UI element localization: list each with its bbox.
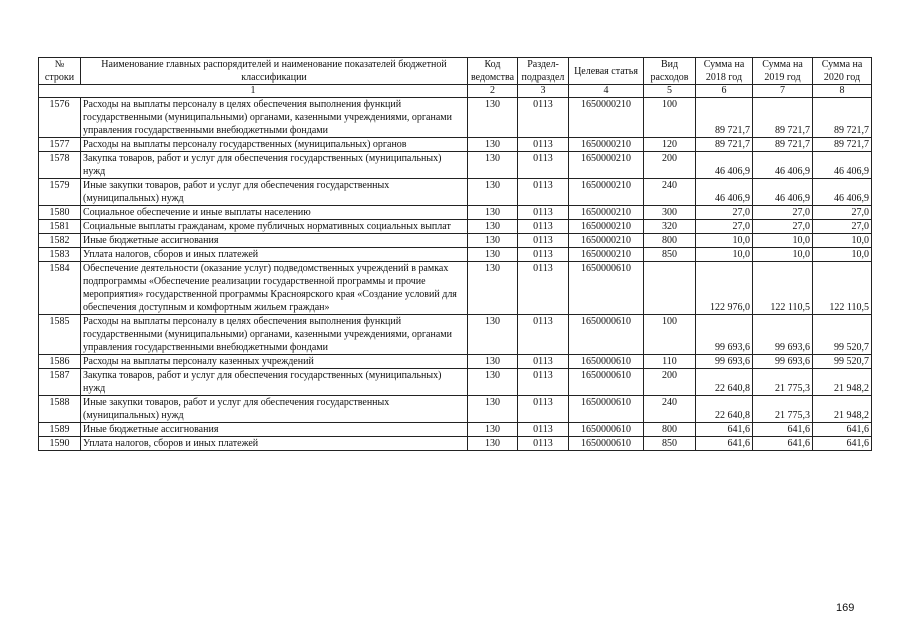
table-row — [39, 355, 872, 369]
row-amount-2019: 10,0 — [753, 248, 813, 262]
row-amount-2018: 10,0 — [696, 248, 753, 262]
row-number: 1584 — [39, 262, 81, 315]
row-amount-2020: 89 721,7 — [813, 98, 872, 138]
table-header-row — [39, 58, 872, 85]
row-amount-2019: 99 693,6 — [753, 355, 813, 369]
row-department-code: 130 — [468, 138, 518, 152]
row-expense-kind: 200 — [644, 369, 696, 396]
table-row — [39, 248, 872, 262]
row-target-article: 1650000610 — [569, 437, 644, 451]
row-section: 0113 — [518, 220, 569, 234]
row-expense-kind: 300 — [644, 206, 696, 220]
column-number: 7 — [753, 85, 813, 98]
row-number: 1577 — [39, 138, 81, 152]
row-target-article: 1650000210 — [569, 234, 644, 248]
column-number: 8 — [813, 85, 872, 98]
row-section: 0113 — [518, 248, 569, 262]
row-amount-2018: 641,6 — [696, 437, 753, 451]
row-number: 1585 — [39, 315, 81, 355]
header-amount-2019: Сумма на 2019 год — [753, 58, 813, 85]
row-section: 0113 — [518, 179, 569, 206]
row-amount-2019: 27,0 — [753, 220, 813, 234]
row-section: 0113 — [518, 315, 569, 355]
table-row — [39, 437, 872, 451]
row-amount-2018: 22 640,8 — [696, 369, 753, 396]
row-department-code: 130 — [468, 423, 518, 437]
row-name: Расходы на выплаты персоналу казенных учреждений — [81, 355, 468, 369]
header-amount-2020: Сумма на 2020 год — [813, 58, 872, 85]
row-amount-2019: 27,0 — [753, 206, 813, 220]
row-name: Расходы на выплаты персоналу в целях обеспечения выполнения функций государственными (муниципальными) органами, казенными учреждениями, органами управления государственными внебюджетными фондами — [81, 315, 468, 355]
row-amount-2018: 89 721,7 — [696, 138, 753, 152]
table-row — [39, 179, 872, 206]
row-department-code: 130 — [468, 262, 518, 315]
row-department-code: 130 — [468, 152, 518, 179]
row-name: Уплата налогов, сборов и иных платежей — [81, 437, 468, 451]
row-name: Иные бюджетные ассигнования — [81, 423, 468, 437]
row-number: 1576 — [39, 98, 81, 138]
row-amount-2019: 46 406,9 — [753, 179, 813, 206]
row-section: 0113 — [518, 396, 569, 423]
header-amount-2018: Сумма на 2018 год — [696, 58, 753, 85]
row-target-article: 1650000210 — [569, 220, 644, 234]
row-name: Уплата налогов, сборов и иных платежей — [81, 248, 468, 262]
row-amount-2018: 89 721,7 — [696, 98, 753, 138]
row-name: Иные закупки товаров, работ и услуг для обеспечения государственных (муниципальных) нужд — [81, 396, 468, 423]
row-amount-2019: 99 693,6 — [753, 315, 813, 355]
table-row — [39, 396, 872, 423]
row-amount-2018: 27,0 — [696, 220, 753, 234]
row-department-code: 130 — [468, 396, 518, 423]
row-amount-2020: 27,0 — [813, 206, 872, 220]
row-number: 1580 — [39, 206, 81, 220]
row-amount-2018: 99 693,6 — [696, 355, 753, 369]
row-amount-2020: 46 406,9 — [813, 152, 872, 179]
row-amount-2018: 641,6 — [696, 423, 753, 437]
row-department-code: 130 — [468, 355, 518, 369]
row-amount-2018: 22 640,8 — [696, 396, 753, 423]
row-amount-2020: 10,0 — [813, 234, 872, 248]
row-name: Иные бюджетные ассигнования — [81, 234, 468, 248]
row-amount-2019: 21 775,3 — [753, 396, 813, 423]
row-number: 1578 — [39, 152, 81, 179]
row-amount-2020: 89 721,7 — [813, 138, 872, 152]
row-amount-2020: 641,6 — [813, 437, 872, 451]
row-amount-2019: 21 775,3 — [753, 369, 813, 396]
row-department-code: 130 — [468, 248, 518, 262]
column-number: 1 — [39, 85, 468, 98]
header-expense-kind: Вид расходов — [644, 58, 696, 85]
row-number: 1590 — [39, 437, 81, 451]
row-section: 0113 — [518, 355, 569, 369]
row-name: Иные закупки товаров, работ и услуг для обеспечения государственных (муниципальных) нужд — [81, 179, 468, 206]
row-department-code: 130 — [468, 315, 518, 355]
row-name: Социальное обеспечение и иные выплаты населению — [81, 206, 468, 220]
column-number-row — [39, 85, 872, 98]
row-section: 0113 — [518, 423, 569, 437]
row-number: 1589 — [39, 423, 81, 437]
row-name: Расходы на выплаты персоналу государственных (муниципальных) органов — [81, 138, 468, 152]
row-number: 1582 — [39, 234, 81, 248]
row-number: 1586 — [39, 355, 81, 369]
row-amount-2019: 641,6 — [753, 437, 813, 451]
row-department-code: 130 — [468, 98, 518, 138]
row-amount-2018: 27,0 — [696, 206, 753, 220]
row-target-article: 1650000210 — [569, 98, 644, 138]
table-row — [39, 138, 872, 152]
row-target-article: 1650000610 — [569, 423, 644, 437]
row-department-code: 130 — [468, 234, 518, 248]
row-amount-2020: 122 110,5 — [813, 262, 872, 315]
row-expense-kind: 800 — [644, 423, 696, 437]
row-target-article: 1650000610 — [569, 262, 644, 315]
row-expense-kind — [644, 262, 696, 315]
row-amount-2020: 641,6 — [813, 423, 872, 437]
row-amount-2020: 27,0 — [813, 220, 872, 234]
table-row — [39, 152, 872, 179]
row-name: Расходы на выплаты персоналу в целях обеспечения выполнения функций государственными (муниципальными) органами, казенными учреждениями, органами управления государственными внебюджетными фондами — [81, 98, 468, 138]
row-expense-kind: 800 — [644, 234, 696, 248]
budget-table — [38, 57, 872, 451]
row-department-code: 130 — [468, 220, 518, 234]
row-expense-kind: 100 — [644, 98, 696, 138]
row-name: Социальные выплаты гражданам, кроме публичных нормативных социальных выплат — [81, 220, 468, 234]
row-amount-2020: 21 948,2 — [813, 369, 872, 396]
row-expense-kind: 110 — [644, 355, 696, 369]
header-row-number: № строки — [39, 58, 81, 85]
table-row — [39, 206, 872, 220]
row-section: 0113 — [518, 369, 569, 396]
row-expense-kind: 850 — [644, 437, 696, 451]
row-section: 0113 — [518, 152, 569, 179]
table-row — [39, 234, 872, 248]
row-department-code: 130 — [468, 179, 518, 206]
row-section: 0113 — [518, 206, 569, 220]
row-number: 1588 — [39, 396, 81, 423]
row-expense-kind: 200 — [644, 152, 696, 179]
row-name: Обеспечение деятельности (оказание услуг) подведомственных учреждений в рамках подпрограммы «Обеспечение реализации государственной программы и прочие мероприятия» государственной программы Красноярского края «Создание условий для обеспечения доступным и комфортным жильем граждан» — [81, 262, 468, 315]
row-amount-2019: 122 110,5 — [753, 262, 813, 315]
row-number: 1581 — [39, 220, 81, 234]
row-number: 1583 — [39, 248, 81, 262]
row-amount-2020: 10,0 — [813, 248, 872, 262]
row-amount-2020: 21 948,2 — [813, 396, 872, 423]
row-department-code: 130 — [468, 437, 518, 451]
row-amount-2020: 46 406,9 — [813, 179, 872, 206]
row-section: 0113 — [518, 437, 569, 451]
column-number: 2 — [468, 85, 518, 98]
row-target-article: 1650000610 — [569, 355, 644, 369]
column-number: 4 — [569, 85, 644, 98]
row-amount-2019: 641,6 — [753, 423, 813, 437]
row-department-code: 130 — [468, 369, 518, 396]
row-amount-2019: 10,0 — [753, 234, 813, 248]
header-department-code: Код ведомства — [468, 58, 518, 85]
table-row — [39, 369, 872, 396]
row-section: 0113 — [518, 262, 569, 315]
header-target-article: Целевая статья — [569, 58, 644, 85]
row-target-article: 1650000210 — [569, 248, 644, 262]
row-amount-2020: 99 520,7 — [813, 315, 872, 355]
page-number: 169 — [836, 602, 855, 614]
row-target-article: 1650000210 — [569, 138, 644, 152]
row-expense-kind: 120 — [644, 138, 696, 152]
table-row — [39, 220, 872, 234]
row-expense-kind: 100 — [644, 315, 696, 355]
row-target-article: 1650000210 — [569, 206, 644, 220]
row-amount-2019: 89 721,7 — [753, 138, 813, 152]
row-name: Закупка товаров, работ и услуг для обеспечения государственных (муниципальных) нужд — [81, 369, 468, 396]
row-target-article: 1650000610 — [569, 315, 644, 355]
row-amount-2020: 99 520,7 — [813, 355, 872, 369]
row-target-article: 1650000210 — [569, 179, 644, 206]
column-number: 5 — [644, 85, 696, 98]
table-body — [39, 98, 872, 451]
table-row — [39, 98, 872, 138]
row-amount-2018: 46 406,9 — [696, 152, 753, 179]
header-name: Наименование главных распорядителей и наименование показателей бюджетной классификации — [81, 58, 468, 85]
header-section: Раздел-подраздел — [518, 58, 569, 85]
row-amount-2018: 99 693,6 — [696, 315, 753, 355]
row-expense-kind: 320 — [644, 220, 696, 234]
table-row — [39, 315, 872, 355]
row-number: 1579 — [39, 179, 81, 206]
row-number: 1587 — [39, 369, 81, 396]
row-amount-2019: 89 721,7 — [753, 98, 813, 138]
row-expense-kind: 240 — [644, 179, 696, 206]
row-amount-2018: 122 976,0 — [696, 262, 753, 315]
table-row — [39, 262, 872, 315]
row-section: 0113 — [518, 234, 569, 248]
row-target-article: 1650000610 — [569, 396, 644, 423]
row-expense-kind: 850 — [644, 248, 696, 262]
column-number: 3 — [518, 85, 569, 98]
row-amount-2018: 10,0 — [696, 234, 753, 248]
row-target-article: 1650000610 — [569, 369, 644, 396]
row-amount-2019: 46 406,9 — [753, 152, 813, 179]
column-number: 6 — [696, 85, 753, 98]
row-department-code: 130 — [468, 206, 518, 220]
table-row — [39, 423, 872, 437]
row-section: 0113 — [518, 138, 569, 152]
row-target-article: 1650000210 — [569, 152, 644, 179]
row-expense-kind: 240 — [644, 396, 696, 423]
row-amount-2018: 46 406,9 — [696, 179, 753, 206]
row-name: Закупка товаров, работ и услуг для обеспечения государственных (муниципальных) нужд — [81, 152, 468, 179]
row-section: 0113 — [518, 98, 569, 138]
